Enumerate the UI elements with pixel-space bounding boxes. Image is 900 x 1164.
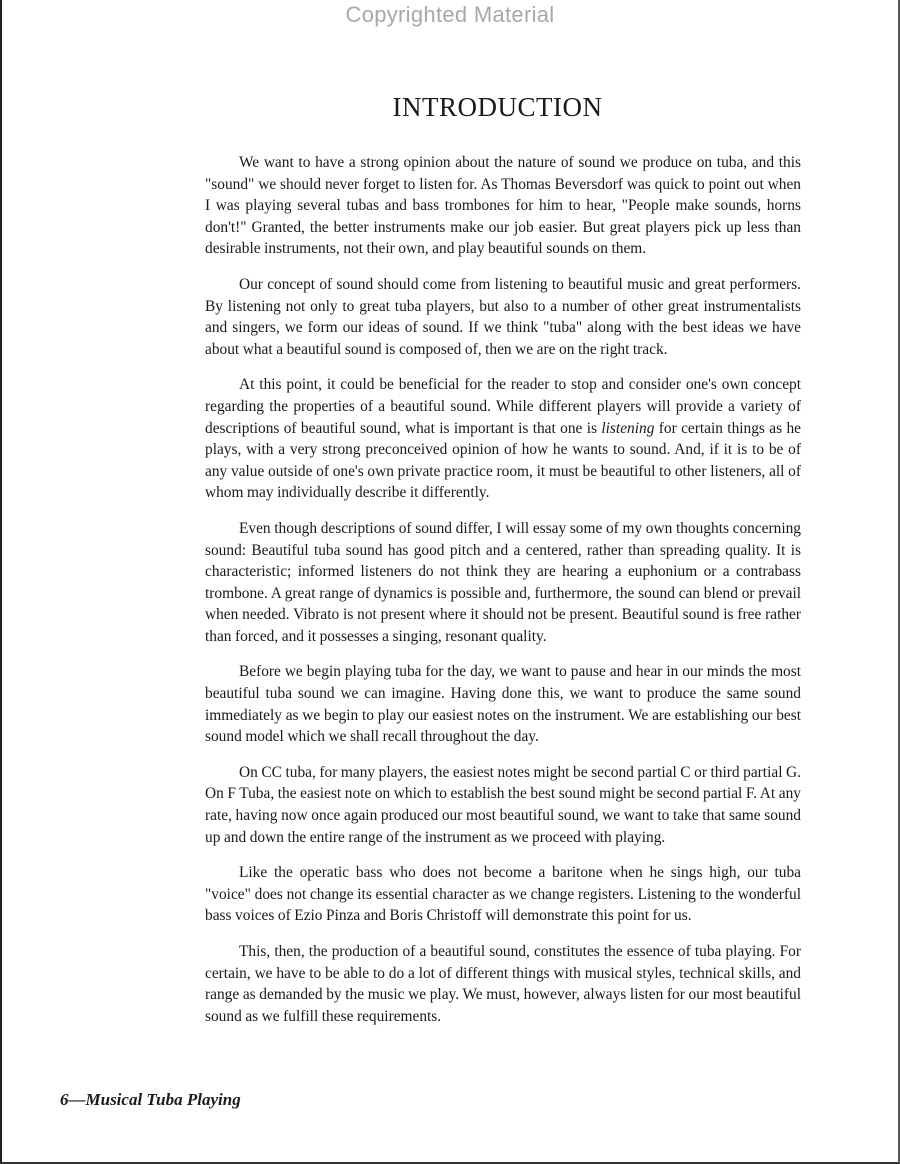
copyright-watermark: Copyrighted Material <box>345 2 555 27</box>
page-footer: 6—Musical Tuba Playing <box>60 1090 241 1109</box>
paragraph-5: Before we begin playing tuba for the day, we want to pause and hear in our minds the most beautiful tuba sound we can imagine. Having done this, we want to produce the same sound immediately as we begin to play our easiest notes on the instrument. We are establishing our best sound model which we shall recall throughout the day. <box>205 663 801 746</box>
paragraph-2: Our concept of sound should come from listening to beautiful music and great performers. By listening not only to great tuba players, but also to a number of other great instrumentalists and singers, we form our ideas of sound. If we think "tuba" along with the best ideas we have about what a beautiful sound is composed of, then we are on the right track. <box>205 275 801 358</box>
paragraph-3-after: for certain things as he plays, with a very strong preconceived opinion of how he wants to sound. And, if it is to be of any value outside of one's own private practice room, it must be beautiful to other listeners, all of whom may individually describe it differently. <box>205 419 801 502</box>
paragraph-6: On CC tuba, for many players, the easiest notes might be second partial C or third partial G. On F Tuba, the easiest note on which to establish the best sound might be second partial F. At any rate, having now once again produced our most beautiful sound, we want to take that same sound up and down the entire range of the instrument as we proceed with playing. <box>205 763 801 846</box>
paragraph-8: This, then, the production of a beautiful sound, constitutes the essence of tuba playing. For certain, we have to be able to do a lot of different things with musical styles, technical skills, and range as demanded by the music we play. We must, however, always listen for our most beautiful sound as we fulfill these requirements. <box>205 943 801 1025</box>
paragraph-3-emphasis: listening <box>601 419 655 437</box>
paragraph-4: Even though descriptions of sound differ, I will essay some of my own thoughts concerning sound: Beautiful tuba sound has good pitch and a centered, rather than spreading quality. It is characteristic; informed listeners do not think they are hearing a euphonium or a contrabass trombone. A great range of dynamics is possible and, furthermore, the sound can blend or prevail when needed. Vibrato is not present where it should not be present. Beautiful sound is free rather than forced, and it possesses a singing, resonant quality. <box>205 519 801 645</box>
paragraph-1: We want to have a strong opinion about the nature of sound we produce on tuba, and this "sound" we should never forget to listen for. As Thomas Beversdorf was quick to point out when I was playing several tubas and bass trombones for him to hear, "People make sounds, horns don't!" Granted, the better instruments make our job easier. But great players pick up less than desirable instruments, not their own, and play beautiful sounds on them. <box>205 154 801 258</box>
paragraph-3-before: At this point, it could be beneficial for the reader to stop and consider one's own concept regarding the properties of a beautiful sound. While different players will provide a variety of descriptions of beautiful sound, what is important is that one is <box>205 376 801 437</box>
page-title: INTRODUCTION <box>392 92 603 122</box>
paragraph-7: Like the operatic bass who does not become a baritone when he sings high, our tuba "voice" does not change its essential character as we change registers. Listening to the wonderful bass voices of Ezio Pinza and Boris Christoff will demonstrate this point for us. <box>205 864 801 925</box>
body-text <box>205 152 801 1041</box>
paragraph-3 <box>205 374 801 504</box>
